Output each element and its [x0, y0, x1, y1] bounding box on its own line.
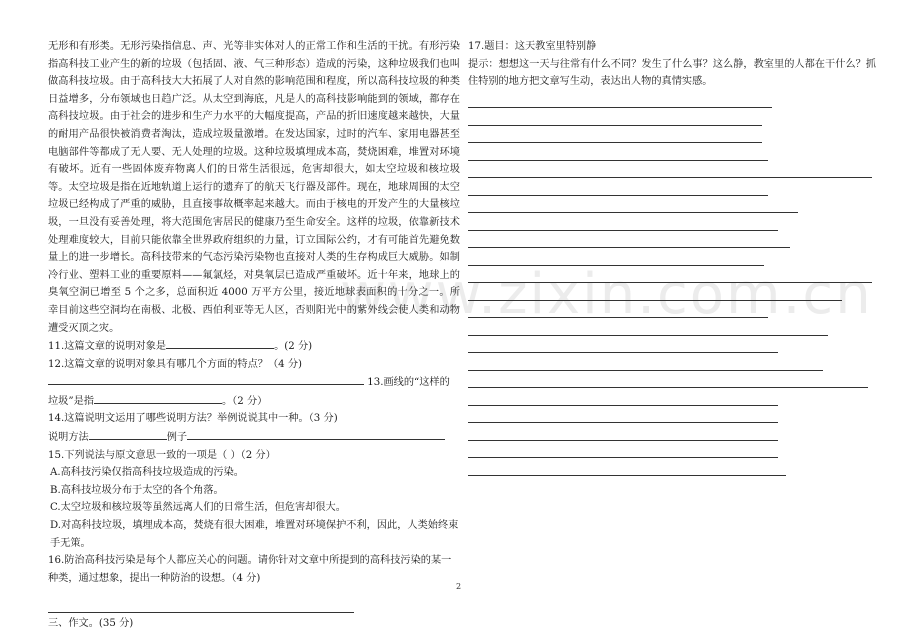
writing-line[interactable]	[468, 423, 778, 441]
writing-line[interactable]	[468, 161, 872, 179]
writing-line[interactable]	[468, 353, 823, 371]
answer-line[interactable]	[48, 373, 364, 385]
writing-line[interactable]	[468, 126, 762, 144]
page-number: 2	[456, 582, 462, 591]
writing-line[interactable]	[468, 178, 768, 196]
writing-line[interactable]	[468, 213, 778, 231]
question-17-hint: 提示：想想这一天与往常有什么不同？发生了什么事？这么静，教室里的人都在干什么？抓住特别的地方把文章写生动，表达出人物的真情实感。	[468, 58, 876, 88]
method-blank[interactable]	[89, 428, 167, 440]
answer-line[interactable]	[48, 595, 354, 613]
passage-paragraph: 无形和有形类。无形污染指信息、声、光等非实体对人的正常工作和生活的干扰。有形污染指高科技工业产生的新的垃圾（包括固、液、气三种形态）造成的污染，这种垃圾我们也叫做高科技垃圾。由于高科技大大拓展了人对自然的影响范围和程度，所以高科技垃圾的种类日益增多，分布领域也日趋广泛。从太空到海底，凡是人的高科技影响能到的领域，都存在高科技垃圾。由于社会的进步和生产力水平的大幅度提高，产品的折旧速度越来越快，大量的耐用产品很快被消费者淘汰，造成垃圾量激增。在发达国家，过时的汽车、家用电器甚至电脑部件等都成了无人要、无人处理的垃圾。这种垃圾填埋成本高，焚烧困难，堆置对环境有破坏。近有一些固体废弃物离人们的日常生活很远，危害却很大，如太空垃圾和核垃圾等。太空垃圾是指在近地轨道上运行的遗弃了的航天飞行器及部件。现在，地球周围的太空垃圾已经构成了严重的威胁，且直接事故概率起来越大。而由于核电的开发产生的大量核垃圾，一旦没有妥善处理，将大范围危害居民的健康乃至生命安全。这样的垃圾，依靠新技术处理难度较大，目前只能依靠全世界政府组织的力量，订立国际公约，才有可能首先避免数量上的进一步增长。高科技带来的气态污染污染物也直接对人类的生存构成巨大威胁。如制冷行业、塑料工业的重要原料——氟氯烃，对臭氧层已造成严重破坏。近十年来，地球上的臭氧空洞已增至 5 个之多，总面积近 4000 万平方公里，接近地球表面积的十分之一。所幸目前这些空洞均在南极、北极、西伯利亚等无人区，否则阳光中的紫外线会使人类和动物遭受灭顶之灾。	[48, 41, 460, 334]
writing-line[interactable]	[468, 196, 798, 214]
writing-line[interactable]	[468, 458, 786, 476]
writing-line[interactable]	[468, 318, 828, 336]
question-16: 16.防治高科技污染是每个人都应关心的问题。请你针对文章中所提到的高科技污染的某一种类，通过想象，提出一种防治的设想。（4 分)	[48, 555, 452, 584]
writing-line[interactable]	[468, 406, 778, 424]
question-14: 14.这篇说明文运用了哪些说明方法？举例说说其中一种。（3 分)	[48, 413, 338, 425]
writing-line[interactable]	[468, 91, 772, 109]
writing-line[interactable]	[468, 266, 872, 284]
writing-line[interactable]	[468, 371, 868, 389]
answer-blank[interactable]	[166, 337, 274, 349]
left-column	[48, 38, 460, 633]
option-d: D.对高科技垃圾，填埋成本高，焚烧有很大困难，堆置对环境保护不利，因此，人类始终束手无策。	[50, 520, 459, 549]
writing-line[interactable]	[468, 336, 778, 354]
answer-blank[interactable]	[94, 392, 222, 404]
question-15: 15.下列说法与原文意思一致的一项是（ ）（2 分）	[48, 449, 276, 461]
writing-area[interactable]	[468, 91, 876, 476]
writing-line[interactable]	[468, 301, 768, 319]
writing-line[interactable]	[468, 248, 764, 266]
option-c: C.太空垃圾和核垃圾等虽然远离人们的日常生活，但危害却很大。	[50, 502, 346, 514]
watermark: www.zixin.com.cn	[340, 262, 873, 327]
reading-passage	[48, 38, 460, 337]
right-column	[468, 38, 876, 476]
writing-line[interactable]	[468, 231, 790, 249]
question-13: 13.画线的“这样的	[48, 373, 460, 392]
question-14-answer: 说明方法 例子	[48, 428, 460, 447]
option-b: B.高科技垃圾分布于太空的各个角落。	[50, 484, 224, 496]
question-17-title: 17.题目：这天教室里特别静	[468, 41, 597, 52]
writing-line[interactable]	[468, 388, 778, 406]
question-13-continued: 垃圾”是指 。（2 分）	[48, 392, 460, 411]
question-12: 12.这篇文章的说明对象具有哪几个方面的特点？（4 分)	[48, 358, 303, 370]
section-composition: 三、作文。(35 分)	[48, 617, 134, 629]
writing-line[interactable]	[468, 283, 842, 301]
writing-line[interactable]	[468, 441, 778, 459]
writing-line[interactable]	[468, 108, 762, 126]
question-11: 11.这篇文章的说明对象是 。(2 分)	[48, 337, 460, 356]
option-a: A.高科技污染仅指高科技垃圾造成的污染。	[50, 467, 244, 479]
writing-line[interactable]	[468, 143, 768, 161]
example-blank[interactable]	[187, 428, 445, 440]
